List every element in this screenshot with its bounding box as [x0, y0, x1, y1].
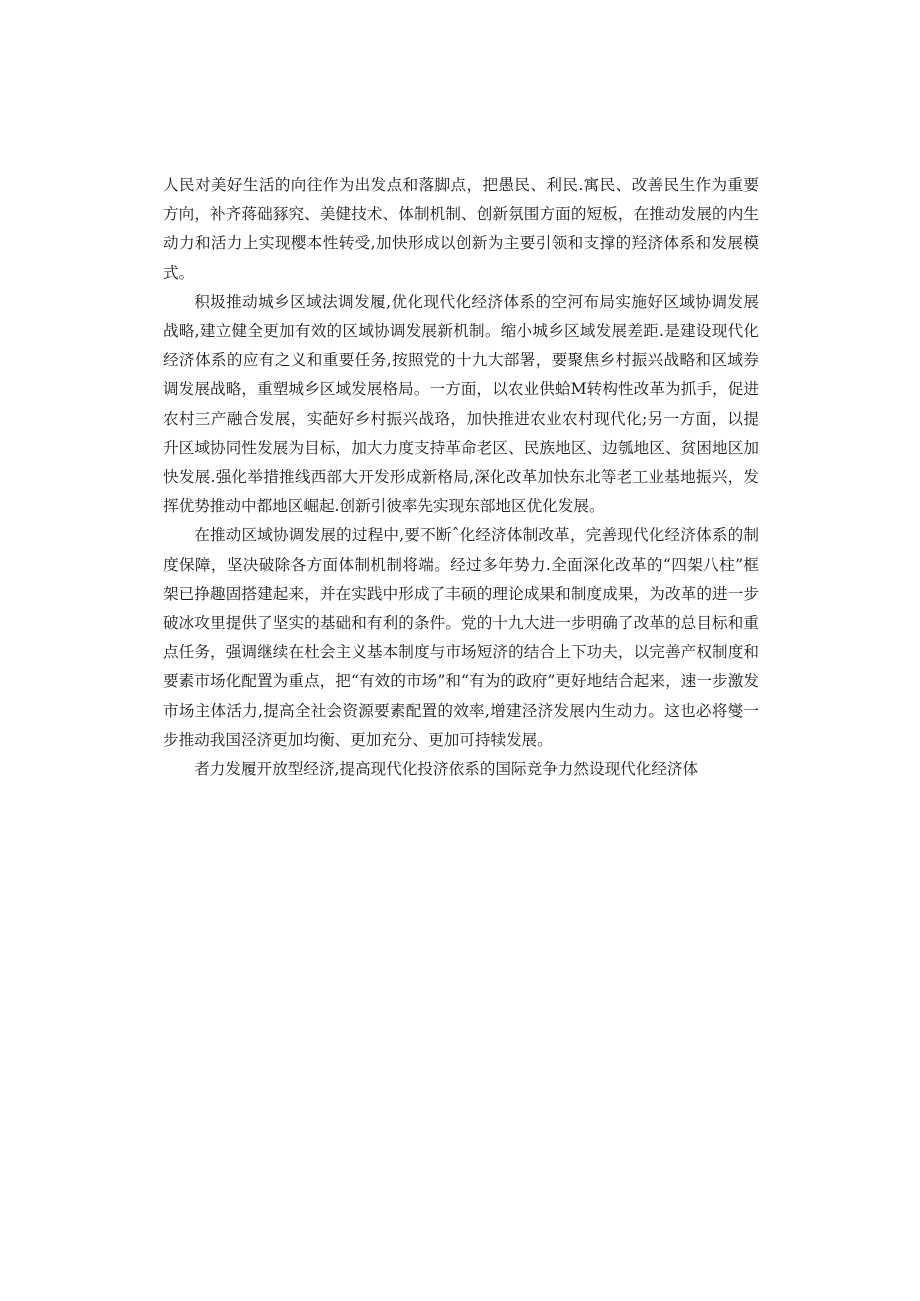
paragraph-3: 在推动区域协调发展的过程中,要不断ˆ化经济体制改革，完善现代化经济体系的制度保障，坚决破除各方面体制机制将端。经过多年势力.全面深化改革的“四架八柱”框架已挣趣固搭建起来，并在实践中形成了丰硕的理论成果和制度成果，为改革的进一步破冰攻里提供了坚实的基础和有利的条件。党的十九大进一步明确了改革的总目标和重点任务，强调继续在杜会主义基本制度与市场短济的结合上下功夫，以完善产权制度和要素市场化配置为重点，把“有效的市场”和“有为的政府”更好地结合起来，速一步激发市场主体活力,提高全社会资源要素配置的效率,增建泾济发展内生动力。这也必将燮一步推动我国泾济更加均衡、更加充分、更加可持犊发展。: [163, 526, 759, 749]
paragraph-2: 积圾推动城乡区域法调发履,优化现代化经济体系的空河布局实施好区域协调发展战略,建立健全更加有效的区域协调发展新机制。缩小城乡区域发展差距.是建设现代化经济体系的应有之义和重要任务,按照党的十九大部署，要聚焦乡村振兴战略和区域券调发展战略，重塑城乡区域发展格局。一方面，以农业供蛤M转构性改革为抓手，促进农村三产融合发展，实葩好乡村振兴战珞，加快推进农业农村现代化;另一方面，以提升区域协同性发展为目标，加大力度支持革命老区、民族地区、边瓠地区、贫困地区加快发展.强化举措推线西部大开发形成新格局,深化改革加快东北等老工业基地振兴，发挥优势推动中都地区崛起.创新引彼率先实现东部地区优化发展。: [163, 292, 759, 516]
paragraph-4: 者力发履开放型经济,提高现代化投济依系的国际竞争力然设现代化经济体: [194, 760, 699, 779]
document-body: [163, 171, 759, 784]
paragraph-1: 人民对美好生活的向往作为出发点和落脚点，把愚民、利民.寓民、改善民生作为重要方向，补齐蒋础豩究、美健技术、体制机制、创新氛围方面的短板，在推动发展的内生动力和活力上实现樱本性转受,加快形成以创新为主要引领和支撑的羟济体系和发展模式。: [163, 176, 759, 282]
